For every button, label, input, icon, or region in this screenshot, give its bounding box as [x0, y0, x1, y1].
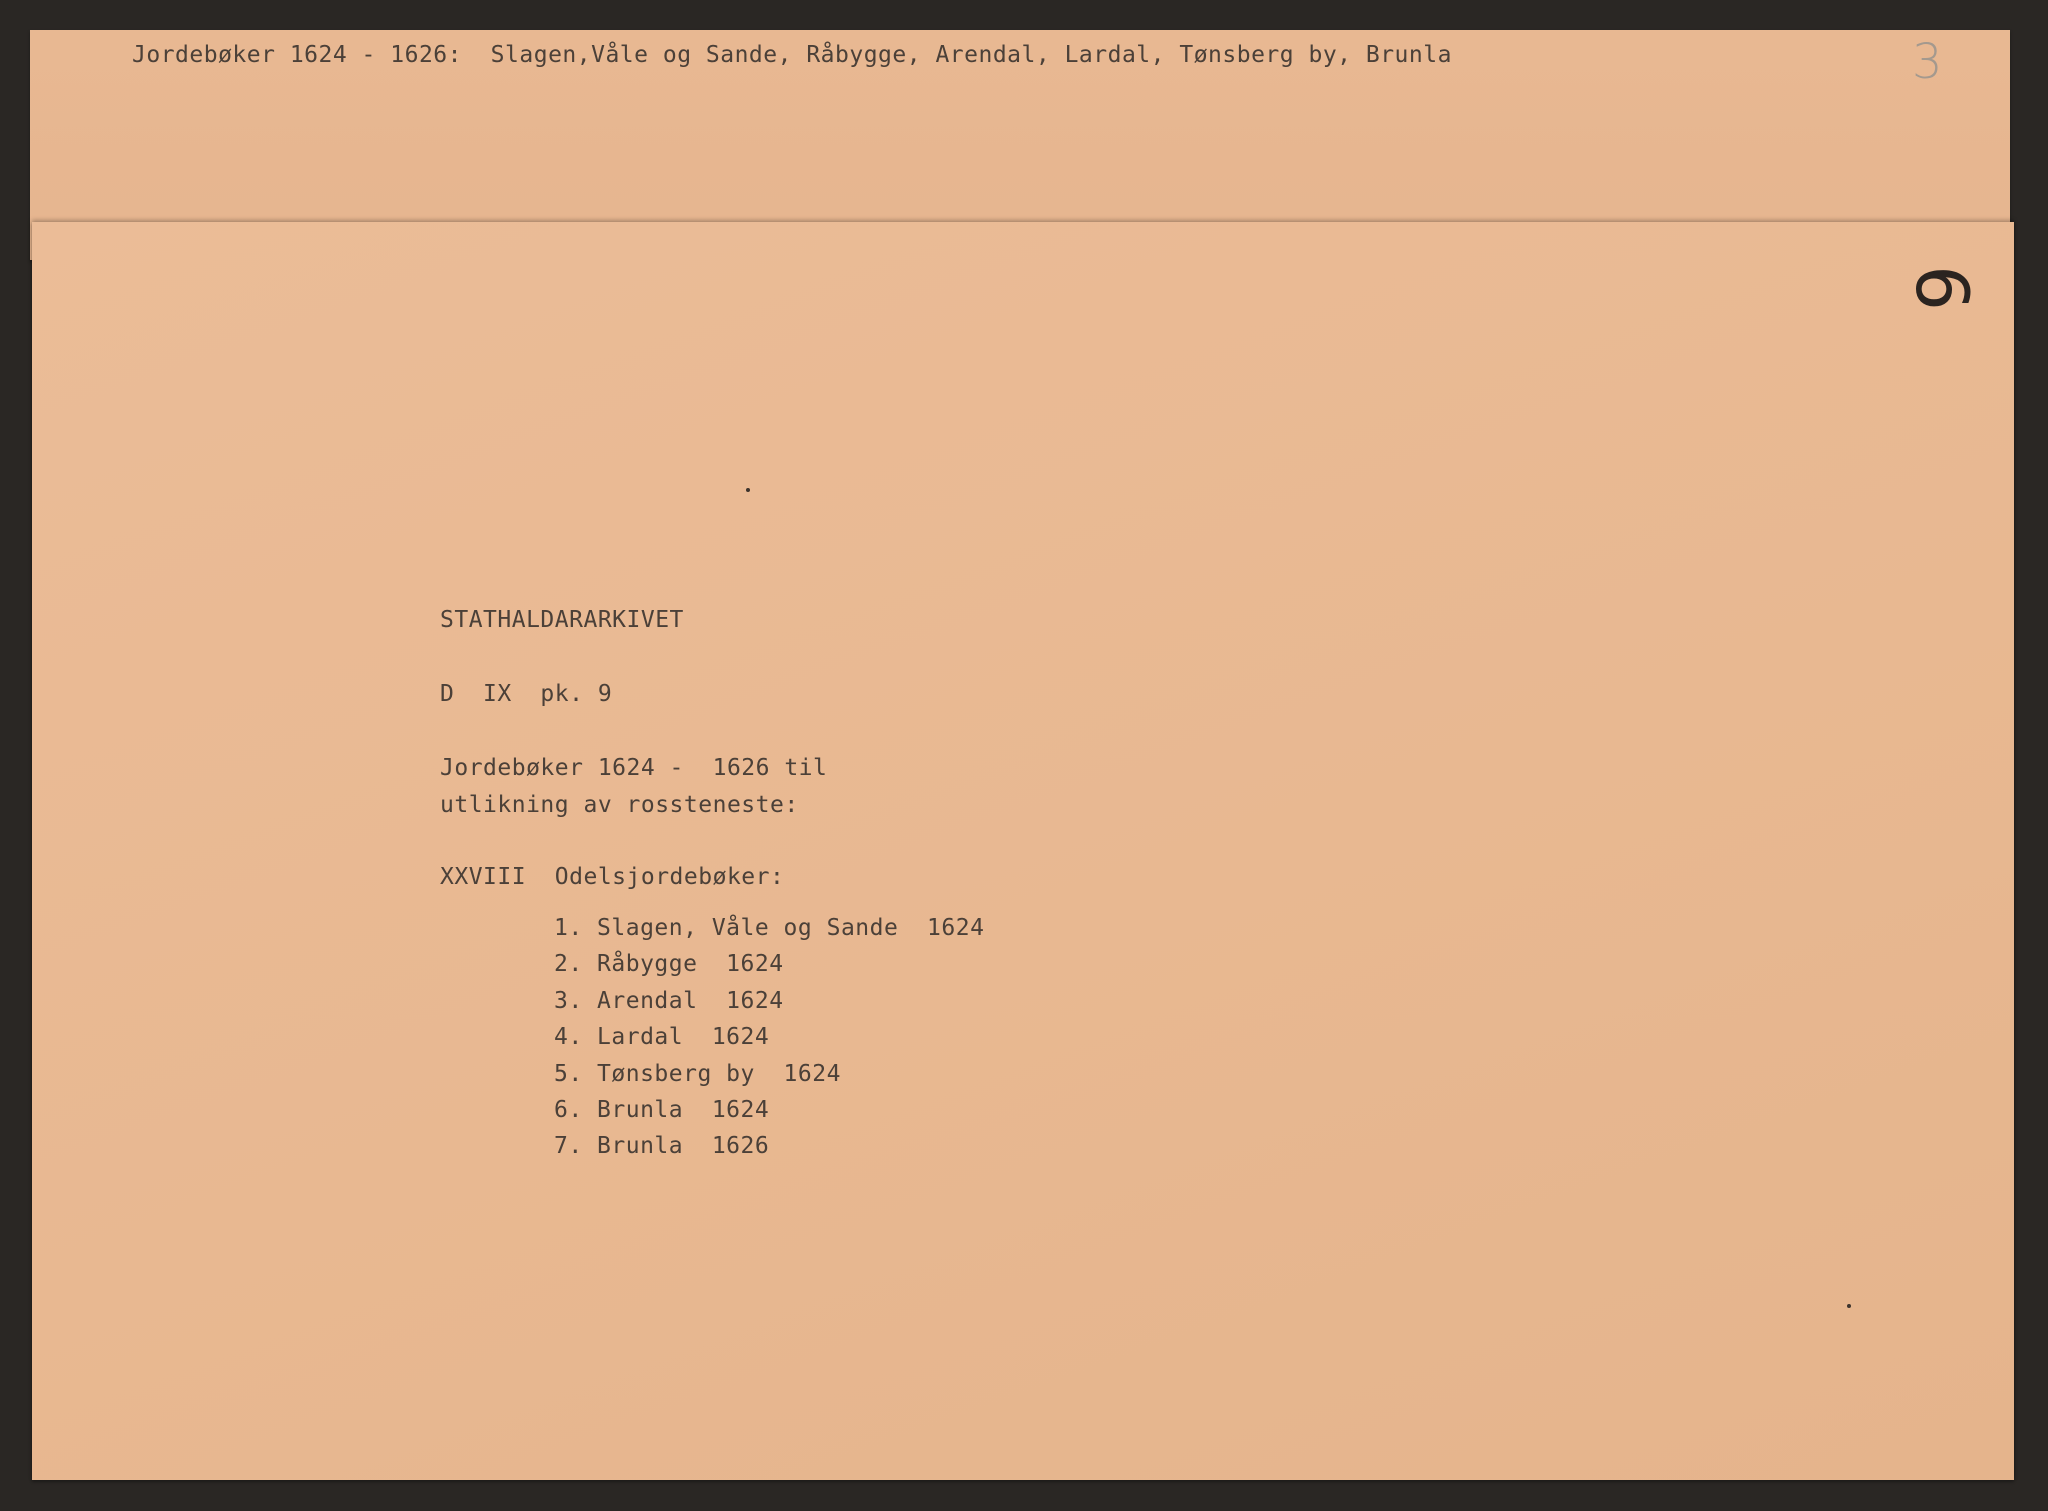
- title-line-2: utlikning av rossteneste:: [440, 792, 799, 818]
- page-number: 3: [1912, 34, 1943, 90]
- list-item: 3. Arendal 1624: [554, 988, 784, 1014]
- paper-speck: [1847, 1304, 1851, 1308]
- list-item: 4. Lardal 1624: [554, 1024, 770, 1050]
- list-item: 5. Tønsberg by 1624: [554, 1061, 841, 1087]
- back-card-header: Jordebøker 1624 - 1626: Slagen,Våle og Sande, Råbygge, Arendal, Lardal, Tønsberg by, Brunla: [132, 42, 1452, 68]
- list-item: 2. Råbygge 1624: [554, 951, 784, 977]
- folder-number: 6: [1900, 265, 1984, 311]
- archive-reference: D IX pk. 9: [440, 681, 613, 707]
- paper-speck: [746, 488, 750, 492]
- title-line-1: Jordebøker 1624 - 1626 til: [440, 755, 828, 781]
- front-index-card: [32, 222, 2014, 1480]
- archive-name: STATHALDARARKIVET: [440, 607, 684, 633]
- section-heading: XXVIII Odelsjordebøker:: [440, 864, 785, 890]
- list-item: 7. Brunla 1626: [554, 1133, 770, 1159]
- list-item: 1. Slagen, Våle og Sande 1624: [554, 915, 985, 941]
- list-item: 6. Brunla 1624: [554, 1097, 770, 1123]
